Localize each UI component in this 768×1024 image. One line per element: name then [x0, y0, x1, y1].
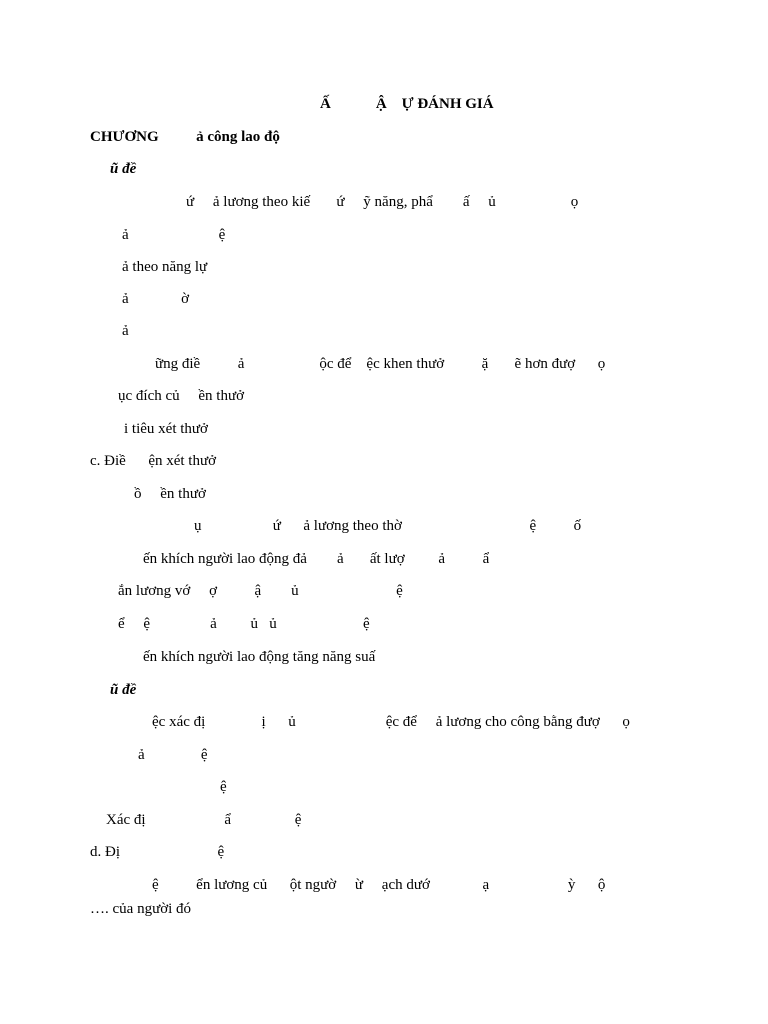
section-heading: ũ đề	[110, 161, 137, 177]
text-line: …. của người đó	[90, 901, 192, 917]
text-line: ắn lương vớ ợ ậ ủ ệ	[118, 583, 403, 599]
text-line: ả	[122, 323, 129, 339]
text-line: ục đích củ ền thưở	[118, 388, 245, 404]
document-title: Ấ Ậ Ự ĐÁNH GIÁ	[320, 96, 494, 112]
text-line: i tiêu xét thưở	[124, 421, 208, 437]
text-line: c. Điề ện xét thưở	[90, 453, 217, 469]
text-line: ệc xác đị ị ủ ệc để ả lương cho công bằng đượ ọ	[152, 714, 630, 730]
text-line: ến khích người lao động tăng năng suấ	[143, 649, 376, 665]
text-line: ả ệ	[122, 227, 226, 243]
text-line: ồ ền thưở	[134, 486, 206, 502]
text-line: ả ệ	[138, 747, 208, 763]
text-line: ả theo năng lự	[122, 259, 208, 275]
section-heading: ũ đề	[110, 682, 137, 698]
text-line: ả ờ	[122, 291, 190, 307]
text-line: Xác đị ẩ ệ	[106, 812, 302, 828]
text-line: ến khích người lao động đả ả ất lượ ả ẩ	[143, 551, 490, 567]
text-line: ụ ứ ả lương theo thờ ệ ố	[194, 518, 582, 534]
text-line: ể ệ ả ủ ủ ệ	[118, 616, 370, 632]
text-line: ệ	[220, 779, 227, 795]
text-line: d. Đị ệ	[90, 844, 225, 860]
text-line: ững điề ả ộc để ệc khen thưở ặ ẽ hơn đượ ọ	[155, 356, 606, 372]
chapter-heading: CHƯƠNG ả công lao độ	[90, 129, 280, 145]
text-line: ệ ển lương củ ột ngườ ừ ạch dướ ạ ỳ ộ	[152, 877, 606, 893]
text-line: ứ ả lương theo kiế ứ ỹ năng, phẩ ấ ủ ọ	[186, 194, 579, 210]
